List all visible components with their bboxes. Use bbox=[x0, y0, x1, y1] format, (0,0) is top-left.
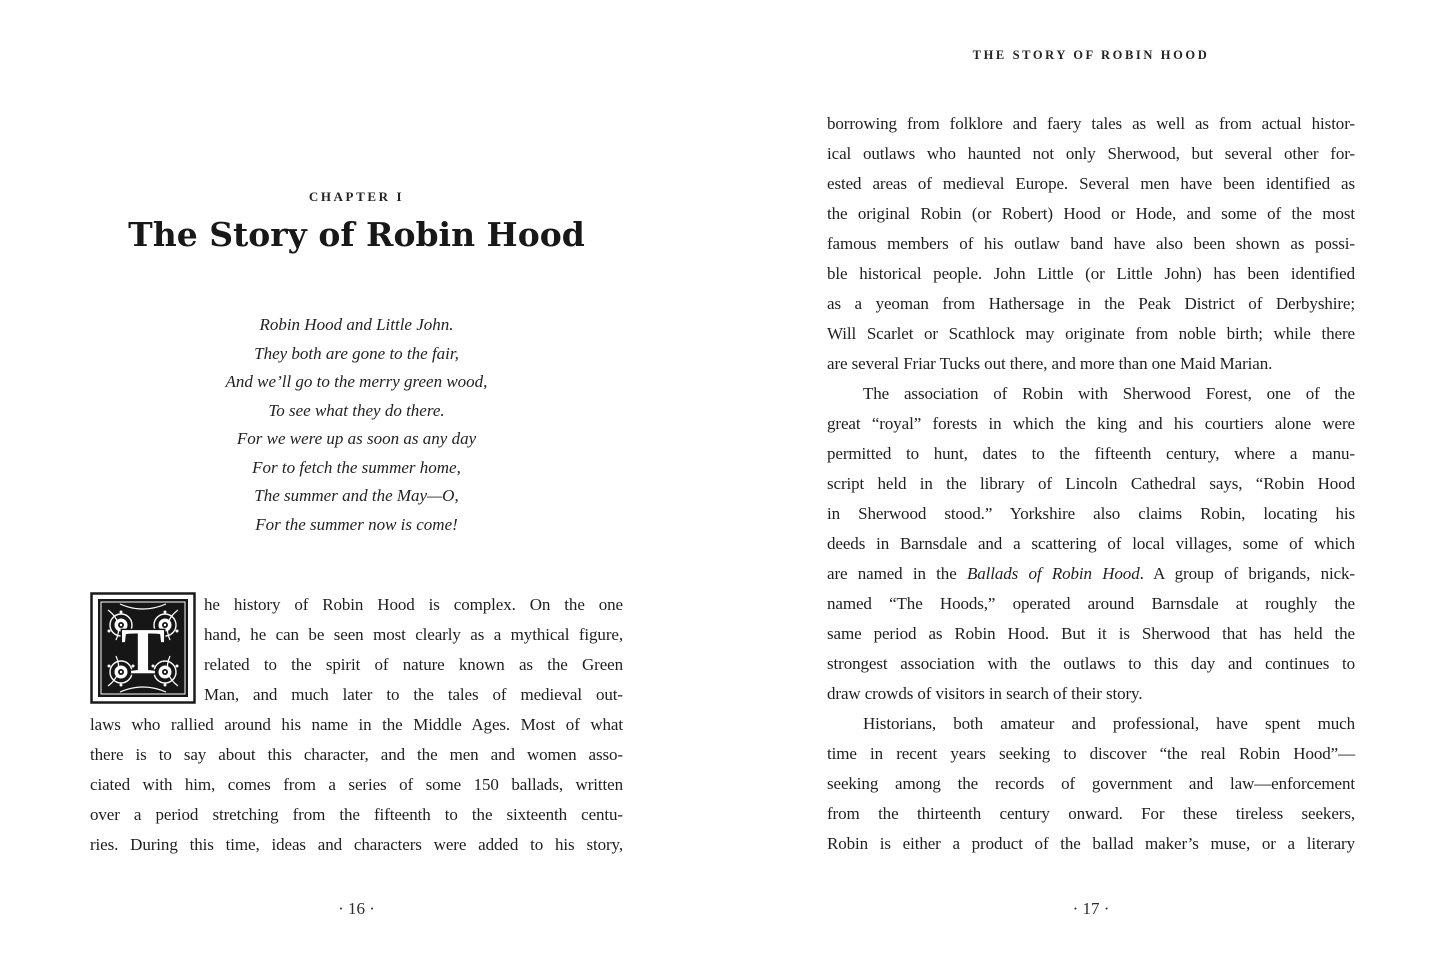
running-header: THE STORY OF ROBIN HOOD bbox=[972, 48, 1210, 62]
text-line: To see what they do there. bbox=[268, 400, 445, 420]
text-line: great “royal” forests in which the king and his courtiers alone were bbox=[827, 414, 1355, 433]
page-number-left: · 16 · bbox=[338, 899, 375, 918]
text-line: same period as Robin Hood. But it is Sherwood that has held the bbox=[827, 624, 1355, 643]
drop-cap-ornament bbox=[90, 592, 196, 704]
text-line: borrowing from folklore and faery tales as well as from actual histor- bbox=[827, 114, 1355, 133]
text-line: over a period stretching from the fifteenth to the sixteenth centu- bbox=[90, 805, 623, 824]
text-line: Will Scarlet or Scathlock may originate from noble birth; while there bbox=[827, 324, 1355, 343]
text-line: related to the spirit of nature known as the Green bbox=[204, 655, 623, 674]
text-line: ries. During this time, ideas and characters were added to his story, bbox=[90, 835, 623, 854]
text-line: draw crowds of visitors in search of their story. bbox=[827, 684, 1143, 703]
text-line: from the thirteenth century onward. For these tireless seekers, bbox=[827, 804, 1355, 823]
text-line: are named in the Ballads of Robin Hood. A group of brigands, nick- bbox=[827, 564, 1355, 583]
text-line: script held in the library of Lincoln Cathedral says, “Robin Hood bbox=[827, 474, 1355, 493]
text-line: the original Robin (or Robert) Hood or Hode, and some of the most bbox=[827, 204, 1355, 223]
text-line: strongest association with the outlaws to this day and continues to bbox=[827, 654, 1355, 673]
drop-cap-letter: T bbox=[121, 615, 165, 688]
text-line: he history of Robin Hood is complex. On the one bbox=[204, 595, 623, 614]
text-line: Robin Hood and Little John. bbox=[259, 315, 454, 334]
chapter-label: CHAPTER I bbox=[308, 189, 405, 204]
text-line: ested areas of medieval Europe. Several men have been identified as bbox=[827, 174, 1355, 193]
text-line: deeds in Barnsdale and a scattering of local villages, some of which bbox=[827, 534, 1355, 553]
text-line: ical outlaws who haunted not only Sherwood, but several other for- bbox=[827, 144, 1355, 163]
text-line: ciated with him, comes from a series of some 150 ballads, written bbox=[90, 775, 623, 794]
right-page-body bbox=[827, 109, 1355, 859]
text-line: They both are gone to the fair, bbox=[254, 343, 459, 363]
text-line: time in recent years seeking to discover “the real Robin Hood”— bbox=[827, 744, 1355, 763]
text-line: seeking among the records of government and law—enforcement bbox=[827, 774, 1355, 793]
text-line: Historians, both amateur and professional, have spent much bbox=[863, 714, 1355, 733]
chapter-title: The Story of Robin Hood bbox=[128, 215, 585, 254]
text-line: And we’ll go to the merry green wood, bbox=[225, 372, 488, 391]
text-line: are several Friar Tucks out there, and more than one Maid Marian. bbox=[827, 354, 1273, 373]
text-line: hand, he can be seen most clearly as a mythical figure, bbox=[204, 625, 623, 644]
text-line: For we were up as soon as any day bbox=[236, 429, 477, 448]
text-line: in Sherwood stood.” Yorkshire also claims Robin, locating his bbox=[827, 504, 1355, 523]
page-number-right: · 17 · bbox=[1072, 899, 1110, 918]
text-line: Robin is either a product of the ballad maker’s muse, or a literary bbox=[827, 834, 1355, 853]
text-line: The summer and the May—O, bbox=[254, 486, 459, 505]
text-line: laws who rallied around his name in the Middle Ages. Most of what bbox=[90, 715, 623, 734]
text-line: For to fetch the summer home, bbox=[252, 457, 461, 477]
text-line: famous members of his outlaw band have also been shown as possi- bbox=[827, 234, 1355, 253]
epigraph-poem bbox=[90, 311, 623, 539]
text-line: ble historical people. John Little (or Little John) has been identified bbox=[827, 264, 1355, 283]
left-page-body bbox=[90, 590, 623, 860]
text-line: permitted to hunt, dates to the fifteenth century, where a manu- bbox=[827, 444, 1355, 463]
text-line: named “The Hoods,” operated around Barnsdale at roughly the bbox=[827, 594, 1355, 613]
text-line: For the summer now is come! bbox=[255, 514, 458, 534]
text-line: Man, and much later to the tales of medieval out- bbox=[204, 685, 623, 704]
text-line: there is to say about this character, and the men and women asso- bbox=[90, 745, 623, 764]
text-line: The association of Robin with Sherwood Forest, one of the bbox=[863, 384, 1355, 403]
text-line: as a yeoman from Hathersage in the Peak District of Derbyshire; bbox=[827, 294, 1355, 313]
